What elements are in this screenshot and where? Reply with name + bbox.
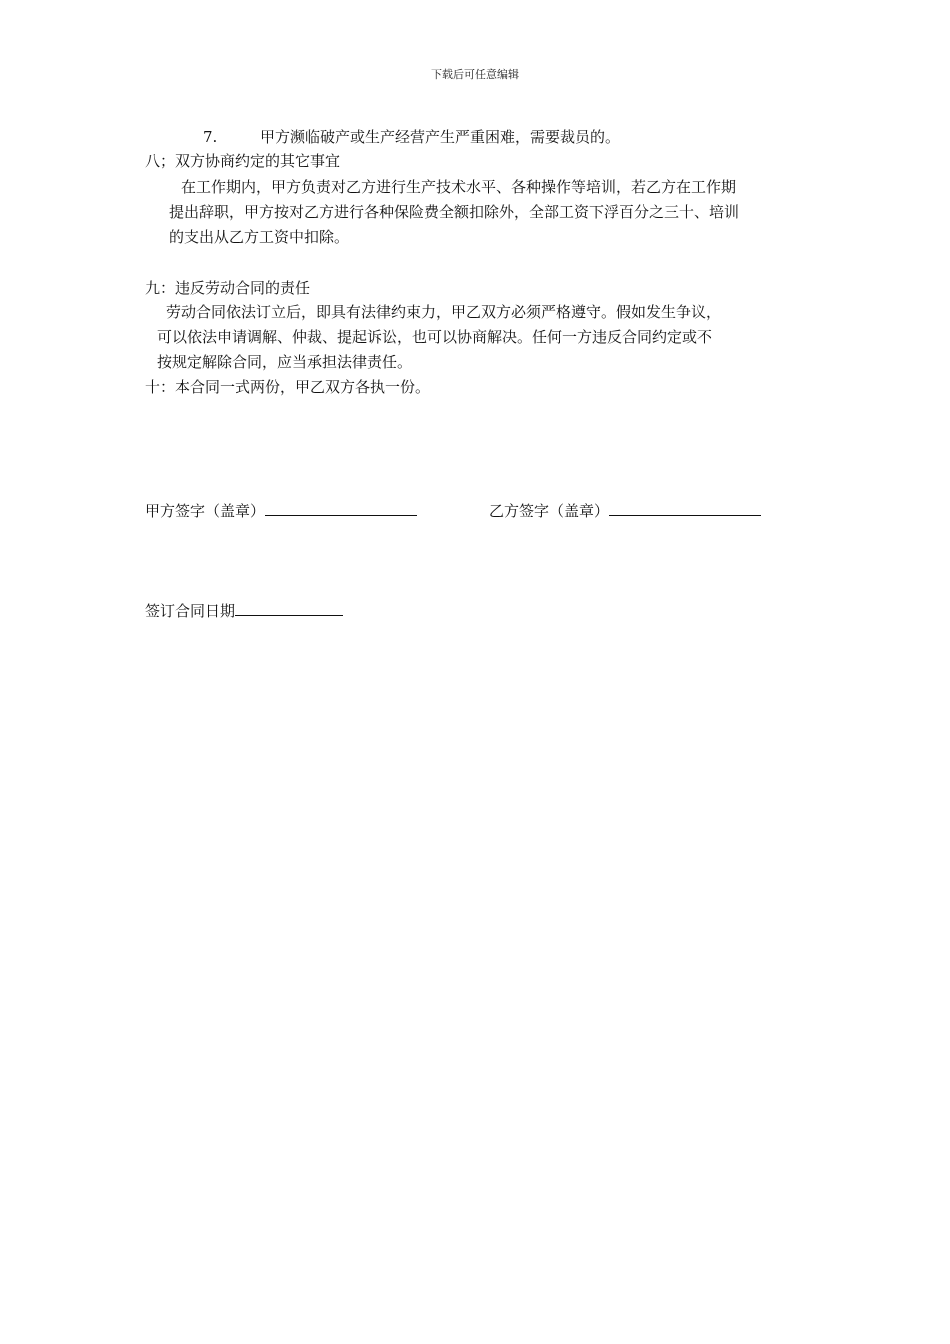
section-9-line-3: 按规定解除合同，应当承担法律责任。 (157, 353, 413, 371)
section-8-line-3: 的支出从乙方工资中扣除。 (169, 228, 350, 246)
section-9-line-2: 可以依法申请调解、仲裁、提起诉讼，也可以协商解决。任何一方违反合同约定或不 (157, 328, 713, 346)
contract-date (145, 600, 343, 621)
section-9-line-1: 劳动合同依法订立后，即具有法律约束力，甲乙双方必须严格遵守。假如发生争议， (166, 303, 722, 321)
clause-7-number: 7. (203, 128, 218, 146)
section-8-line-1: 在工作期内，甲方负责对乙方进行生产技术水平、各种操作等培训，若乙方在工作期 (181, 178, 737, 196)
party-b-signature-label: 乙方签字（盖章） (489, 502, 610, 520)
page-header-note: 下载后可任意编辑 (431, 68, 519, 81)
party-a-signature-label: 甲方签字（盖章） (145, 502, 266, 520)
party-a-signature-blank[interactable] (265, 500, 417, 516)
section-8-line-2: 提出辞职，甲方按对乙方进行各种保险费全额扣除外，全部工资下浮百分之三十、培训 (169, 203, 740, 221)
section-10-text: 十：本合同一式两份，甲乙双方各执一份。 (145, 378, 431, 396)
section-8-title: 八；双方协商约定的其它事宜 (145, 152, 341, 170)
party-b-signature (489, 500, 761, 521)
party-b-signature-blank[interactable] (609, 500, 761, 516)
contract-date-label: 签订合同日期 (145, 602, 236, 620)
party-a-signature (145, 500, 417, 521)
contract-date-blank[interactable] (235, 600, 343, 616)
section-9-title: 九：违反劳动合同的责任 (145, 279, 311, 297)
clause-7-text: 甲方濒临破产或生产经营产生严重困难，需要裁员的。 (260, 128, 621, 146)
